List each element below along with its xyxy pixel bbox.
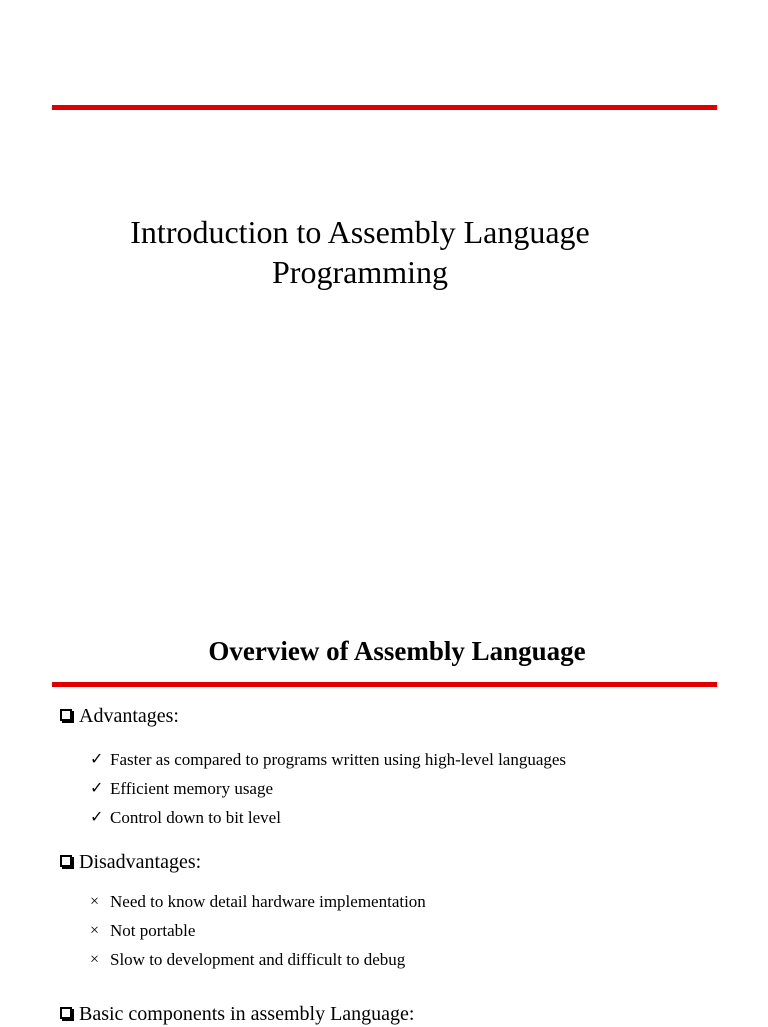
list-item-text: Faster as compared to programs written using high-level languages: [110, 750, 567, 769]
disadvantages-label: Disadvantages:: [79, 851, 202, 873]
overview-red-rule: [52, 682, 717, 687]
list-item-text: Slow to development and difficult to debug: [110, 950, 406, 969]
list-item: [90, 803, 566, 832]
advantages-list: [90, 745, 566, 832]
list-item: [90, 887, 426, 916]
list-item-text: Not portable: [110, 921, 196, 940]
checkmark-icon: ✓: [90, 751, 104, 768]
list-item-text: Control down to bit level: [110, 808, 281, 827]
components-section: [60, 1001, 414, 1027]
top-red-rule: [52, 105, 717, 110]
list-item: [90, 945, 426, 974]
list-item: [90, 745, 566, 774]
list-item: [90, 916, 426, 945]
checkbox-bullet-icon: [60, 1007, 72, 1019]
advantages-section: [60, 703, 179, 729]
checkbox-bullet-icon: [60, 855, 72, 867]
list-item-text: Need to know detail hardware implementation: [110, 892, 426, 911]
checkmark-icon: ✓: [90, 780, 104, 797]
disadvantages-section: [60, 849, 201, 875]
advantages-label: Advantages:: [79, 705, 179, 727]
cross-icon: ×: [90, 893, 100, 910]
slide-title-line-2: Programming: [272, 254, 448, 290]
cross-icon: ×: [90, 922, 100, 939]
checkbox-bullet-icon: [60, 709, 72, 721]
list-item: [90, 774, 566, 803]
disadvantages-list: [90, 887, 426, 974]
cross-icon: ×: [90, 951, 100, 968]
slide-title-line-1: Introduction to Assembly Language: [130, 214, 590, 250]
checkmark-icon: ✓: [90, 809, 104, 826]
components-label: Basic components in assembly Language:: [79, 1003, 415, 1025]
list-item-text: Efficient memory usage: [110, 779, 274, 798]
slide-title: [0, 212, 720, 292]
overview-heading: Overview of Assembly Language: [208, 636, 586, 666]
